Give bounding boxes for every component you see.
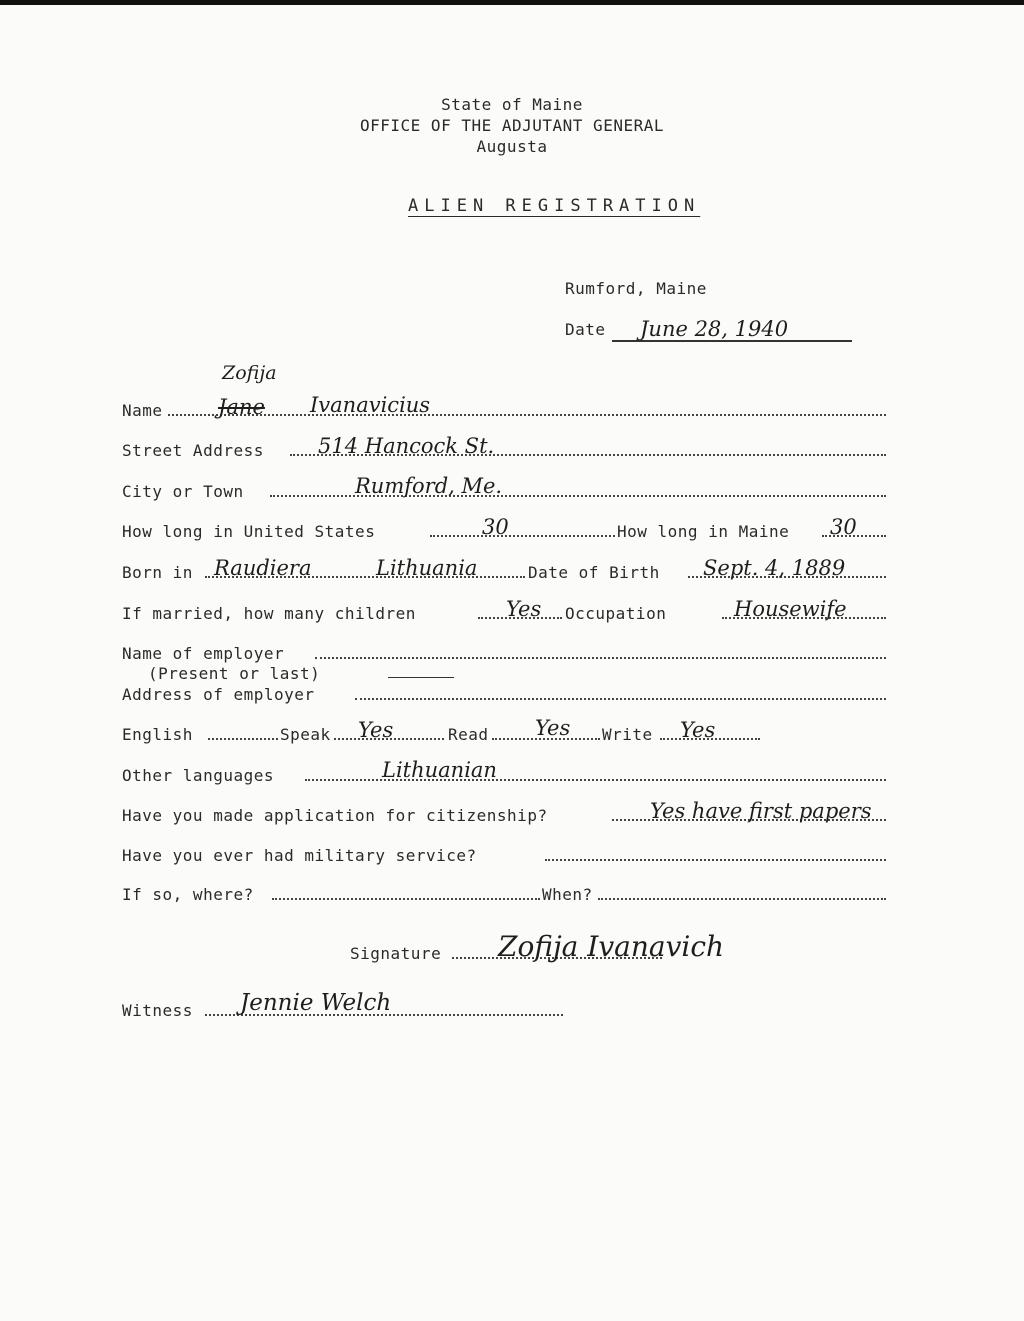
employer-sub: (Present or last) xyxy=(148,664,321,683)
occupation-label: Occupation xyxy=(565,604,667,623)
write-value: Yes xyxy=(680,718,716,742)
children-value: Yes xyxy=(506,597,542,621)
occupation-value: Housewife xyxy=(734,597,847,621)
us-years-value: 30 xyxy=(482,515,509,539)
employer-address-dots xyxy=(355,698,886,700)
witness-label: Witness xyxy=(122,1001,193,1020)
name-dots xyxy=(168,414,886,416)
write-label: Write xyxy=(602,725,653,744)
employer-dots xyxy=(315,657,886,659)
when-label: When? xyxy=(542,885,593,904)
place: Rumford, Maine xyxy=(565,279,707,298)
military-label: Have you ever had military service? xyxy=(122,846,477,865)
military-dots xyxy=(545,859,886,861)
header-city: Augusta xyxy=(476,137,548,156)
form-title: ALIEN REGISTRATION xyxy=(408,196,701,216)
other-languages-label: Other languages xyxy=(122,766,274,785)
street-label: Street Address xyxy=(122,441,264,460)
speak-value: Yes xyxy=(358,718,394,742)
name-crossed: Jane xyxy=(218,395,265,419)
speak-label: Speak xyxy=(280,725,331,744)
dob-label: Date of Birth xyxy=(528,563,660,582)
employer-mark xyxy=(388,677,454,678)
where-dots xyxy=(272,898,540,900)
employer-label: Name of employer xyxy=(122,644,285,663)
city-label: City or Town xyxy=(122,482,244,501)
name-value: Ivanavicius xyxy=(310,393,431,417)
employer-address-label: Address of employer xyxy=(122,685,315,704)
dob-value: Sept. 4, 1889 xyxy=(703,556,846,580)
signature-value: Zofija Ivanavich xyxy=(498,930,725,963)
us-years-dots xyxy=(430,535,615,537)
where-label: If so, where? xyxy=(122,885,254,904)
read-value: Yes xyxy=(535,716,571,740)
signature-label: Signature xyxy=(350,944,442,963)
name-correction: Zofija xyxy=(222,362,277,384)
date-value: June 28, 1940 xyxy=(640,317,789,341)
english-label: English xyxy=(122,725,193,744)
name-label: Name xyxy=(122,401,163,420)
header-state: State of Maine xyxy=(441,95,583,114)
scan-border xyxy=(0,0,1024,5)
children-label: If married, how many children xyxy=(122,604,416,623)
when-dots xyxy=(598,898,886,900)
us-years-label: How long in United States xyxy=(122,522,376,541)
citizenship-label: Have you made application for citizenship? xyxy=(122,806,548,825)
header-office: OFFICE OF THE ADJUTANT GENERAL xyxy=(360,116,664,135)
other-languages-value: Lithuanian xyxy=(382,758,497,782)
citizenship-value: Yes have first papers xyxy=(650,799,872,823)
born-country: Lithuania xyxy=(376,556,478,580)
street-value: 514 Hancock St. xyxy=(318,434,495,458)
born-place: Raudiera xyxy=(214,556,312,580)
witness-value: Jennie Welch xyxy=(240,990,392,1016)
date-label: Date xyxy=(565,320,606,339)
read-label: Read xyxy=(448,725,489,744)
english-dots xyxy=(208,738,278,740)
maine-years-label: How long in Maine xyxy=(617,522,790,541)
maine-years-value: 30 xyxy=(830,515,857,539)
born-label: Born in xyxy=(122,563,193,582)
city-value: Rumford, Me. xyxy=(355,474,503,498)
